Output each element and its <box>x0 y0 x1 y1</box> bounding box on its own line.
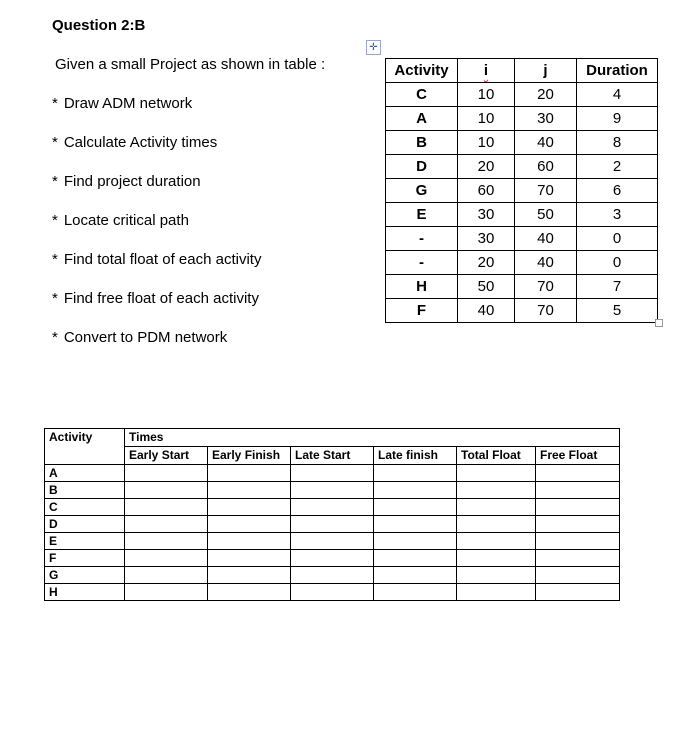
times-table-header-row-2 <box>45 447 620 465</box>
times-empty-cell <box>536 465 620 482</box>
value-cell: 60 <box>458 179 515 203</box>
col-header-duration: Duration <box>577 59 658 83</box>
task-item <box>52 210 261 249</box>
activity-cell: - <box>386 227 458 251</box>
activity-cell: H <box>386 275 458 299</box>
times-empty-cell <box>291 567 374 584</box>
task-label: Draw ADM network <box>63 95 193 112</box>
times-table-header-row-1 <box>45 429 620 447</box>
times-empty-cell <box>291 499 374 516</box>
value-cell: 0 <box>577 227 658 251</box>
value-cell: 3 <box>577 203 658 227</box>
times-empty-cell <box>208 533 291 550</box>
activity-cell: A <box>386 107 458 131</box>
times-empty-cell <box>374 465 457 482</box>
project-table-body <box>386 83 658 323</box>
times-empty-cell <box>457 550 536 567</box>
times-header-activity: Activity <box>45 429 125 465</box>
times-empty-cell <box>125 516 208 533</box>
project-table-row <box>386 179 658 203</box>
bullet-char: * <box>52 290 58 307</box>
value-cell: 30 <box>458 227 515 251</box>
project-table-row <box>386 299 658 323</box>
value-cell: 50 <box>458 275 515 299</box>
times-empty-cell <box>208 584 291 601</box>
times-empty-cell <box>536 567 620 584</box>
value-cell: 20 <box>458 155 515 179</box>
times-empty-cell <box>125 499 208 516</box>
times-sub-header: Early Start <box>125 447 208 465</box>
task-label: Find project duration <box>63 173 201 190</box>
bullet-char: * <box>52 329 58 346</box>
times-empty-cell <box>536 584 620 601</box>
project-table-row <box>386 83 658 107</box>
bullet-char: * <box>52 173 58 190</box>
times-empty-cell <box>291 465 374 482</box>
times-table-row <box>45 482 620 499</box>
times-empty-cell <box>536 550 620 567</box>
value-cell: 40 <box>515 251 577 275</box>
times-empty-cell <box>374 584 457 601</box>
times-empty-cell <box>374 516 457 533</box>
times-empty-cell <box>125 550 208 567</box>
times-empty-cell <box>374 533 457 550</box>
project-table-row <box>386 251 658 275</box>
table-resize-handle[interactable] <box>655 319 663 327</box>
task-label: Find free float of each activity <box>63 290 259 307</box>
times-sub-header: Early Finish <box>208 447 291 465</box>
times-empty-cell <box>125 482 208 499</box>
value-cell: 5 <box>577 299 658 323</box>
project-table-header-row <box>386 59 658 83</box>
times-empty-cell <box>457 465 536 482</box>
times-row-label: A <box>45 465 125 482</box>
times-table-body <box>45 465 620 601</box>
times-empty-cell <box>125 465 208 482</box>
times-sub-header: Late finish <box>374 447 457 465</box>
times-empty-cell <box>457 533 536 550</box>
task-item <box>52 93 261 132</box>
times-row-label: B <box>45 482 125 499</box>
value-cell: 0 <box>577 251 658 275</box>
times-sub-header: Late Start <box>291 447 374 465</box>
value-cell: 6 <box>577 179 658 203</box>
times-empty-cell <box>125 584 208 601</box>
times-row-label: C <box>45 499 125 516</box>
times-empty-cell <box>457 499 536 516</box>
times-empty-cell <box>208 567 291 584</box>
times-empty-cell <box>457 516 536 533</box>
times-header-times: Times <box>125 429 620 447</box>
task-item <box>52 171 261 210</box>
value-cell: 10 <box>458 107 515 131</box>
task-label: Find total float of each activity <box>63 251 262 268</box>
times-empty-cell <box>208 482 291 499</box>
times-row-label: G <box>45 567 125 584</box>
times-sub-header: Total Float <box>457 447 536 465</box>
times-empty-cell <box>536 482 620 499</box>
activity-cell: F <box>386 299 458 323</box>
times-table-row <box>45 499 620 516</box>
col-header-activity: Activity <box>386 59 458 83</box>
times-table-row <box>45 584 620 601</box>
task-item <box>52 327 261 366</box>
col-header-j: j <box>515 59 577 83</box>
times-table-row <box>45 533 620 550</box>
value-cell: 10 <box>458 131 515 155</box>
move-arrows-icon: ✛ <box>369 41 378 53</box>
times-row-label: D <box>45 516 125 533</box>
task-item <box>52 288 261 327</box>
times-empty-cell <box>374 567 457 584</box>
times-empty-cell <box>374 499 457 516</box>
value-cell: 8 <box>577 131 658 155</box>
intro-text: Given a small Project as shown in table : <box>55 56 326 73</box>
times-empty-cell <box>374 550 457 567</box>
times-empty-cell <box>125 533 208 550</box>
times-empty-cell <box>291 516 374 533</box>
value-cell: 20 <box>458 251 515 275</box>
project-table-row <box>386 155 658 179</box>
bullet-char: * <box>52 212 58 229</box>
value-cell: 70 <box>515 275 577 299</box>
value-cell: 40 <box>458 299 515 323</box>
task-item <box>52 249 261 288</box>
times-row-label: F <box>45 550 125 567</box>
value-cell: 70 <box>515 299 577 323</box>
times-empty-cell <box>208 550 291 567</box>
value-cell: 40 <box>515 227 577 251</box>
activity-cell: G <box>386 179 458 203</box>
value-cell: 50 <box>515 203 577 227</box>
times-empty-cell <box>208 465 291 482</box>
task-label: Locate critical path <box>63 212 189 229</box>
activity-cell: D <box>386 155 458 179</box>
project-table-row <box>386 131 658 155</box>
col-header-i: i <box>458 59 515 83</box>
project-table <box>385 58 658 323</box>
times-empty-cell <box>208 516 291 533</box>
times-empty-cell <box>536 533 620 550</box>
task-item <box>52 132 261 171</box>
times-sub-header: Free Float <box>536 447 620 465</box>
times-empty-cell <box>536 499 620 516</box>
times-table-row <box>45 465 620 482</box>
bullet-char: * <box>52 95 58 112</box>
project-table-row <box>386 227 658 251</box>
activity-cell: - <box>386 251 458 275</box>
times-empty-cell <box>457 584 536 601</box>
value-cell: 30 <box>515 107 577 131</box>
times-table <box>44 428 620 601</box>
value-cell: 2 <box>577 155 658 179</box>
value-cell: 10 <box>458 83 515 107</box>
value-cell: 70 <box>515 179 577 203</box>
table-move-handle-icon[interactable] <box>366 40 381 55</box>
times-table-row <box>45 516 620 533</box>
value-cell: 9 <box>577 107 658 131</box>
times-empty-cell <box>291 533 374 550</box>
times-empty-cell <box>291 550 374 567</box>
project-table-row <box>386 275 658 299</box>
times-row-label: H <box>45 584 125 601</box>
times-empty-cell <box>457 567 536 584</box>
times-empty-cell <box>291 584 374 601</box>
bullet-char: * <box>52 251 58 268</box>
times-empty-cell <box>125 567 208 584</box>
task-label: Calculate Activity times <box>63 134 218 151</box>
project-table-row <box>386 203 658 227</box>
value-cell: 20 <box>515 83 577 107</box>
project-table-row <box>386 107 658 131</box>
activity-cell: C <box>386 83 458 107</box>
times-table-row <box>45 567 620 584</box>
times-table-row <box>45 550 620 567</box>
times-empty-cell <box>536 516 620 533</box>
times-row-label: E <box>45 533 125 550</box>
times-empty-cell <box>457 482 536 499</box>
times-empty-cell <box>208 499 291 516</box>
value-cell: 30 <box>458 203 515 227</box>
value-cell: 4 <box>577 83 658 107</box>
activity-cell: B <box>386 131 458 155</box>
task-list <box>52 93 261 366</box>
times-empty-cell <box>374 482 457 499</box>
value-cell: 60 <box>515 155 577 179</box>
question-title: Question 2:B <box>52 17 146 34</box>
value-cell: 7 <box>577 275 658 299</box>
activity-cell: E <box>386 203 458 227</box>
value-cell: 40 <box>515 131 577 155</box>
task-label: Convert to PDM network <box>63 329 228 346</box>
bullet-char: * <box>52 134 58 151</box>
times-empty-cell <box>291 482 374 499</box>
